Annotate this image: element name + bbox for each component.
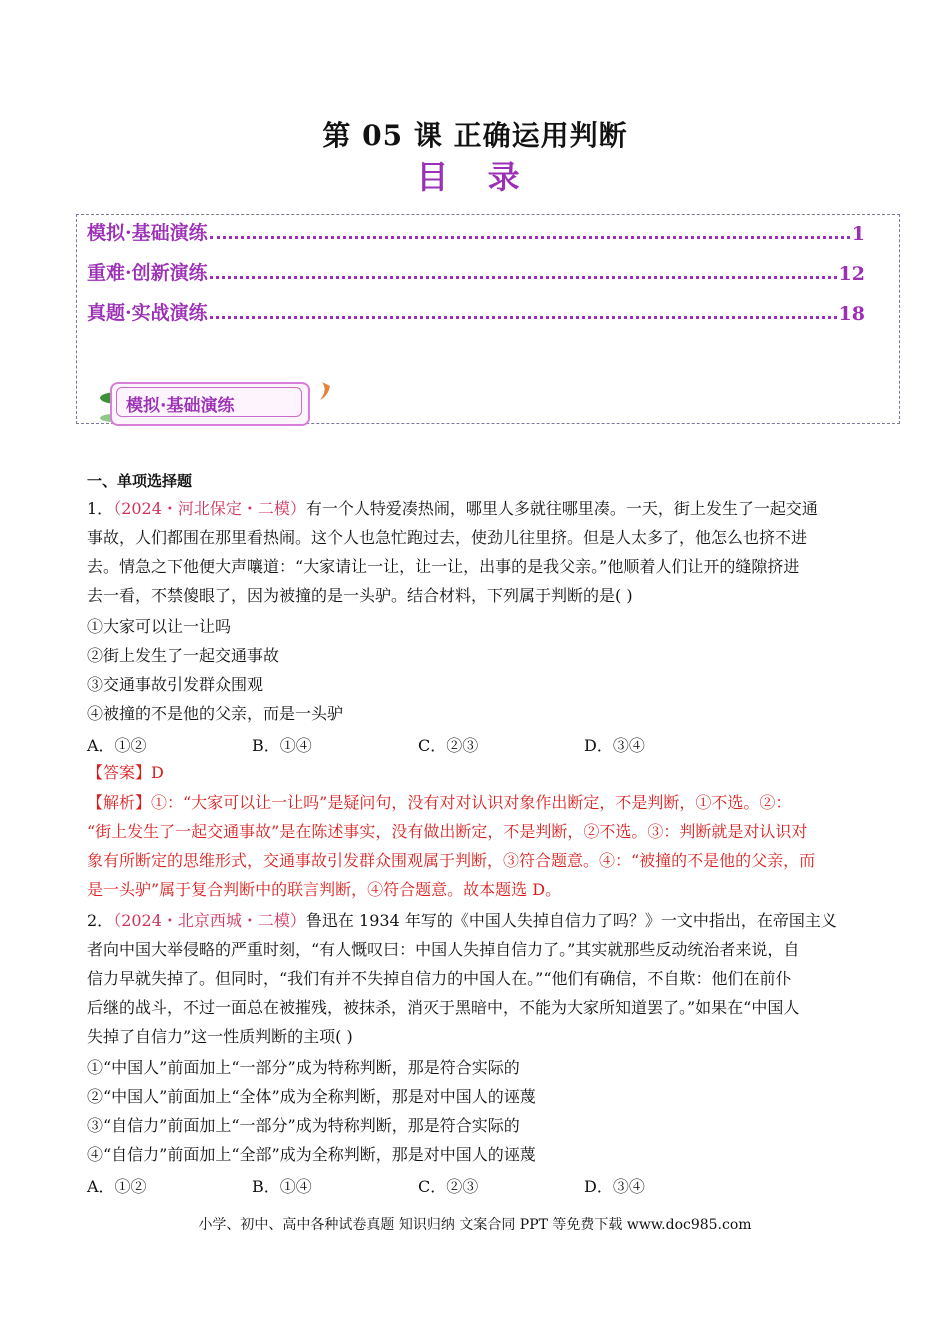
q2-statement: ②“中国人”前面加上“全体”成为全称判断，那是对中国人的诬蔑 bbox=[87, 1087, 536, 1106]
toc-item[interactable] bbox=[87, 295, 865, 325]
toc-item-label: 真题·实战演练 bbox=[87, 302, 208, 324]
page-footer: 小学、初中、高中各种试卷真题 知识归纳 文案合同 PPT 等免费下载 www.doc985.com bbox=[198, 1217, 752, 1233]
section-heading: 一、单项选择题 bbox=[87, 472, 193, 490]
toc-heading: 目 录 bbox=[416, 158, 534, 196]
q1-line: 去。情急之下他便大声嚷道：“大家请让一让，让一让，出事的是我父亲。”他顺着人们让开的缝隙挤进 bbox=[87, 557, 800, 576]
q1-statement: ③交通事故引发群众围观 bbox=[87, 675, 264, 694]
lesson-title: 第 05 课 正确运用判断 bbox=[322, 119, 628, 152]
q2-option-c[interactable]: C．②③ bbox=[418, 1177, 479, 1196]
answer-label: 【答案】 bbox=[87, 763, 152, 782]
q2-statement: ③“自信力”前面加上“一部分”成为特称判断，那是符合实际的 bbox=[87, 1116, 520, 1135]
q1-answer bbox=[87, 763, 164, 783]
toc-leader-dots bbox=[210, 275, 837, 279]
q1-line: 去一看，不禁傻眼了，因为被撞的是一头驴。结合材料，下列属于判断的是( ) bbox=[87, 586, 633, 605]
q1-option-c[interactable]: C．②③ bbox=[418, 736, 479, 755]
q2-line: 失掉了自信力”这一性质判断的主项( ) bbox=[87, 1027, 353, 1046]
question-source: （2024・河北保定・二模） bbox=[113, 499, 306, 518]
toc-item-label: 模拟·基础演练 bbox=[87, 222, 208, 244]
question-number: 1． bbox=[87, 499, 114, 518]
question-number: 2． bbox=[87, 911, 114, 930]
banner-label: 模拟·基础演练 bbox=[126, 396, 235, 416]
q2-line: 后继的战斗，不过一面总在被摧残，被抹杀，消灭于黑暗中，不能为大家所知道罢了。”如果在“中国人 bbox=[87, 998, 800, 1017]
q2-option-d[interactable]: D．③④ bbox=[584, 1177, 645, 1196]
q1-analysis-line: 是一头驴”属于复合判断中的联言判断，④符合题意。故本题选 D。 bbox=[87, 880, 562, 899]
q1-analysis-line: 【解析】①：“大家可以让一让吗”是疑问句，没有对对认识对象作出断定，不是判断，①不选。②： bbox=[87, 793, 792, 812]
q2-line: 信力早就失掉了。但同时，“我们有并不失掉自信力的中国人在。”“他们有确信，不自欺：他们在前仆 bbox=[87, 969, 792, 988]
q2-option-b[interactable]: B．①④ bbox=[252, 1177, 312, 1196]
q2-statement: ①“中国人”前面加上“一部分”成为特称判断，那是符合实际的 bbox=[87, 1058, 520, 1077]
toc-item[interactable] bbox=[87, 255, 865, 285]
q1-statement: ④被撞的不是他的父亲，而是一头驴 bbox=[87, 704, 344, 723]
section-banner bbox=[96, 378, 336, 426]
question-text: 鲁迅在 1934 年写的《中国人失掉自信力了吗？》一文中指出，在帝国主义 bbox=[305, 911, 837, 930]
q2-line bbox=[87, 911, 837, 931]
toc-item-label: 重难·创新演练 bbox=[87, 262, 208, 284]
q2-line: 者向中国大举侵略的严重时刻，“有人慨叹曰：中国人失掉自信力了。”其实就那些反动统治者来说，自 bbox=[87, 940, 800, 959]
toc-item-page: 12 bbox=[838, 263, 865, 285]
answer-value: D bbox=[151, 763, 164, 782]
q1-option-d[interactable]: D．③④ bbox=[584, 736, 645, 755]
q1-option-a[interactable]: A．①② bbox=[87, 736, 147, 755]
toc-item[interactable] bbox=[87, 215, 865, 245]
q1-analysis-line: 象有所断定的思维形式，交通事故引发群众围观属于判断，③符合题意。④：“被撞的不是他的父亲，而 bbox=[87, 851, 816, 870]
toc-item-page: 1 bbox=[851, 223, 865, 245]
q1-statement: ②街上发生了一起交通事故 bbox=[87, 646, 280, 665]
toc-item-page: 18 bbox=[838, 303, 865, 325]
q2-statement: ④“自信力”前面加上“全部”成为全称判断，那是对中国人的诬蔑 bbox=[87, 1145, 536, 1164]
q1-analysis-line: “街上发生了一起交通事故”是在陈述事实，没有做出断定，不是判断，②不选。③：判断就是对认识对 bbox=[87, 822, 808, 841]
question-text: 有一个人特爱凑热闹，哪里人多就往哪里凑。一天，街上发生了一起交通 bbox=[305, 499, 818, 518]
q1-line bbox=[87, 499, 818, 519]
q1-line: 事故，人们都围在那里看热闹。这个人也急忙跑过去，使劲儿往里挤。但是人太多了，他怎么也挤不进 bbox=[87, 528, 808, 547]
toc-leader-dots bbox=[210, 235, 850, 239]
q1-option-b[interactable]: B．①④ bbox=[252, 736, 312, 755]
q1-statement: ①大家可以让一让吗 bbox=[87, 617, 232, 636]
question-source: （2024・北京西城・二模） bbox=[113, 911, 306, 930]
q2-option-a[interactable]: A．①② bbox=[87, 1177, 147, 1196]
toc-leader-dots bbox=[210, 315, 837, 319]
